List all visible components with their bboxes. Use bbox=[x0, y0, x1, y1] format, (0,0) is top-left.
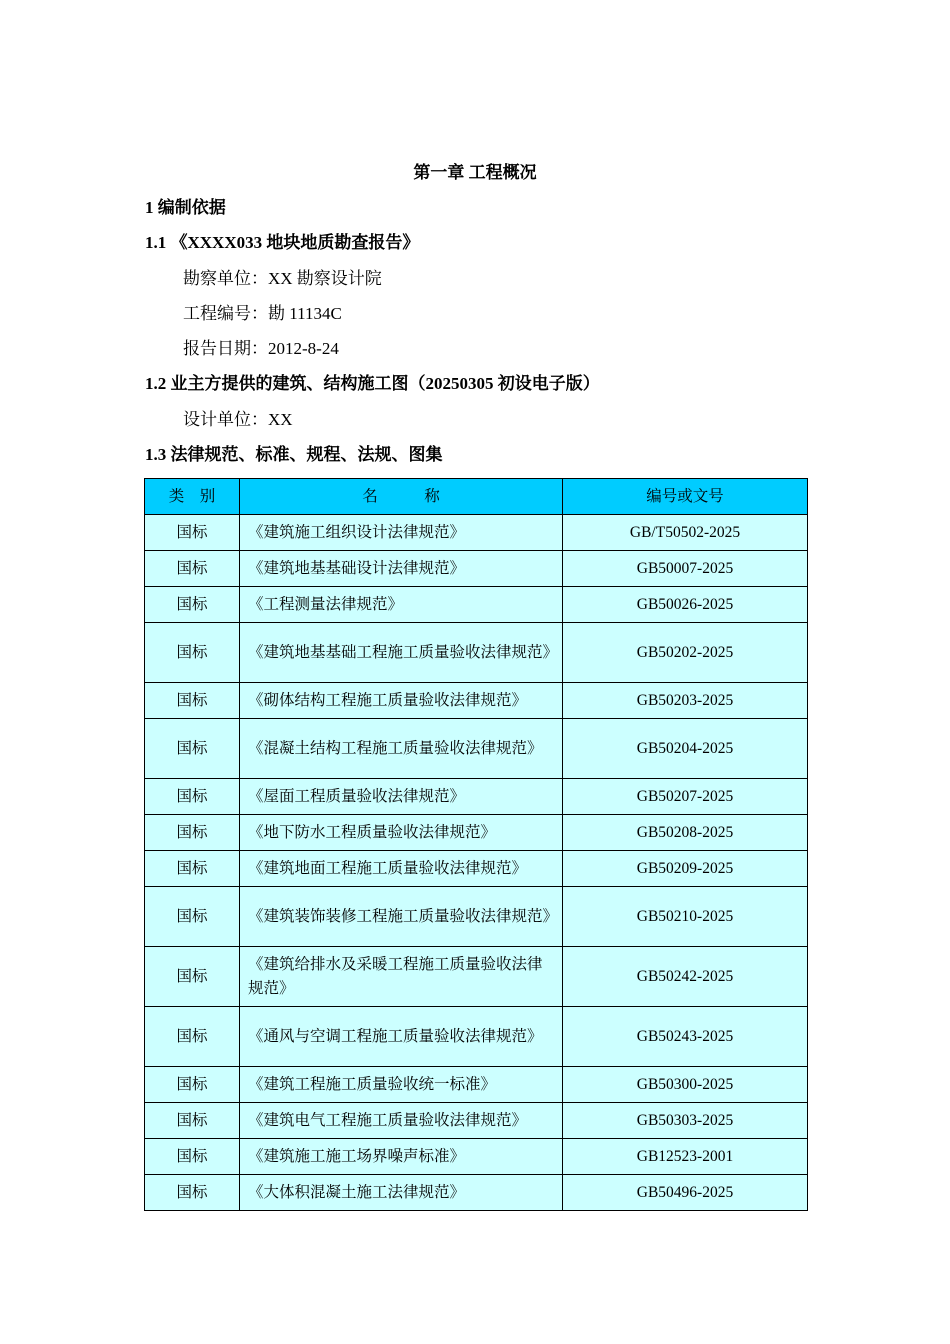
cell-category: 国标 bbox=[145, 779, 240, 815]
cell-category: 国标 bbox=[145, 887, 240, 947]
cell-category: 国标 bbox=[145, 815, 240, 851]
cell-category: 国标 bbox=[145, 851, 240, 887]
header-name: 名 称 bbox=[240, 479, 563, 515]
cell-name: 《建筑地基基础设计法律规范》 bbox=[240, 551, 563, 587]
cell-category: 国标 bbox=[145, 1103, 240, 1139]
cell-category: 国标 bbox=[145, 947, 240, 1007]
table-row bbox=[145, 815, 808, 851]
table-row bbox=[145, 947, 808, 1007]
cell-name: 《砌体结构工程施工质量验收法律规范》 bbox=[240, 683, 563, 719]
cell-code: GB50242-2025 bbox=[563, 947, 808, 1007]
table-header-row bbox=[145, 479, 808, 515]
cell-name: 《建筑地基基础工程施工质量验收法律规范》 bbox=[240, 623, 563, 683]
cell-name: 《地下防水工程质量验收法律规范》 bbox=[240, 815, 563, 851]
cell-name: 《大体积混凝土施工法律规范》 bbox=[240, 1175, 563, 1211]
table-row bbox=[145, 1139, 808, 1175]
section-1-heading: 1 编制依据 bbox=[145, 198, 226, 217]
table-row bbox=[145, 1103, 808, 1139]
cell-category: 国标 bbox=[145, 683, 240, 719]
cell-code: GB50203-2025 bbox=[563, 683, 808, 719]
cell-code: GB50210-2025 bbox=[563, 887, 808, 947]
cell-code: GB50026-2025 bbox=[563, 587, 808, 623]
table-row bbox=[145, 683, 808, 719]
cell-name: 《建筑施工施工场界噪声标准》 bbox=[240, 1139, 563, 1175]
table-row bbox=[145, 623, 808, 683]
cell-name: 《建筑电气工程施工质量验收法律规范》 bbox=[240, 1103, 563, 1139]
table-row bbox=[145, 587, 808, 623]
cell-code: GB12523-2001 bbox=[563, 1139, 808, 1175]
cell-category: 国标 bbox=[145, 515, 240, 551]
table-row bbox=[145, 719, 808, 779]
cell-category: 国标 bbox=[145, 1007, 240, 1067]
cell-category: 国标 bbox=[145, 1139, 240, 1175]
cell-category: 国标 bbox=[145, 551, 240, 587]
table-row bbox=[145, 887, 808, 947]
cell-code: GB50209-2025 bbox=[563, 851, 808, 887]
table-row bbox=[145, 551, 808, 587]
cell-name: 《通风与空调工程施工质量验收法律规范》 bbox=[240, 1007, 563, 1067]
cell-name: 《建筑地面工程施工质量验收法律规范》 bbox=[240, 851, 563, 887]
section-1-3-heading: 1.3 法律规范、标准、规程、法规、图集 bbox=[145, 445, 443, 464]
cell-code: GB50207-2025 bbox=[563, 779, 808, 815]
cell-code: GB50496-2025 bbox=[563, 1175, 808, 1211]
table-row bbox=[145, 851, 808, 887]
cell-category: 国标 bbox=[145, 623, 240, 683]
survey-unit: 勘察单位：XX 勘察设计院 bbox=[183, 269, 382, 288]
design-unit: 设计单位：XX bbox=[183, 410, 293, 429]
cell-code: GB50202-2025 bbox=[563, 623, 808, 683]
project-number: 工程编号：勘 11134C bbox=[183, 304, 342, 323]
header-code: 编号或文号 bbox=[563, 479, 808, 515]
cell-name: 《混凝土结构工程施工质量验收法律规范》 bbox=[240, 719, 563, 779]
cell-code: GB50243-2025 bbox=[563, 1007, 808, 1067]
cell-name: 《建筑给排水及采暖工程施工质量验收法律规范》 bbox=[240, 947, 563, 1007]
table-row bbox=[145, 1007, 808, 1067]
section-1-1-heading: 1.1 《XXXX033 地块地质勘查报告》 bbox=[145, 233, 420, 252]
cell-code: GB/T50502-2025 bbox=[563, 515, 808, 551]
chapter-title: 第一章 工程概况 bbox=[413, 163, 537, 182]
header-category: 类 别 bbox=[145, 479, 240, 515]
cell-name: 《屋面工程质量验收法律规范》 bbox=[240, 779, 563, 815]
cell-name: 《工程测量法律规范》 bbox=[240, 587, 563, 623]
cell-code: GB50300-2025 bbox=[563, 1067, 808, 1103]
table-row bbox=[145, 779, 808, 815]
cell-name: 《建筑工程施工质量验收统一标准》 bbox=[240, 1067, 563, 1103]
cell-code: GB50303-2025 bbox=[563, 1103, 808, 1139]
table-row bbox=[145, 515, 808, 551]
standards-table bbox=[144, 478, 808, 1211]
cell-code: GB50007-2025 bbox=[563, 551, 808, 587]
cell-name: 《建筑装饰装修工程施工质量验收法律规范》 bbox=[240, 887, 563, 947]
cell-category: 国标 bbox=[145, 1175, 240, 1211]
cell-category: 国标 bbox=[145, 719, 240, 779]
table-row bbox=[145, 1175, 808, 1211]
table-row bbox=[145, 1067, 808, 1103]
cell-category: 国标 bbox=[145, 587, 240, 623]
cell-code: GB50204-2025 bbox=[563, 719, 808, 779]
cell-category: 国标 bbox=[145, 1067, 240, 1103]
cell-name: 《建筑施工组织设计法律规范》 bbox=[240, 515, 563, 551]
report-date: 报告日期：2012-8-24 bbox=[183, 339, 339, 358]
cell-code: GB50208-2025 bbox=[563, 815, 808, 851]
section-1-2-heading: 1.2 业主方提供的建筑、结构施工图（20250305 初设电子版） bbox=[145, 374, 600, 393]
